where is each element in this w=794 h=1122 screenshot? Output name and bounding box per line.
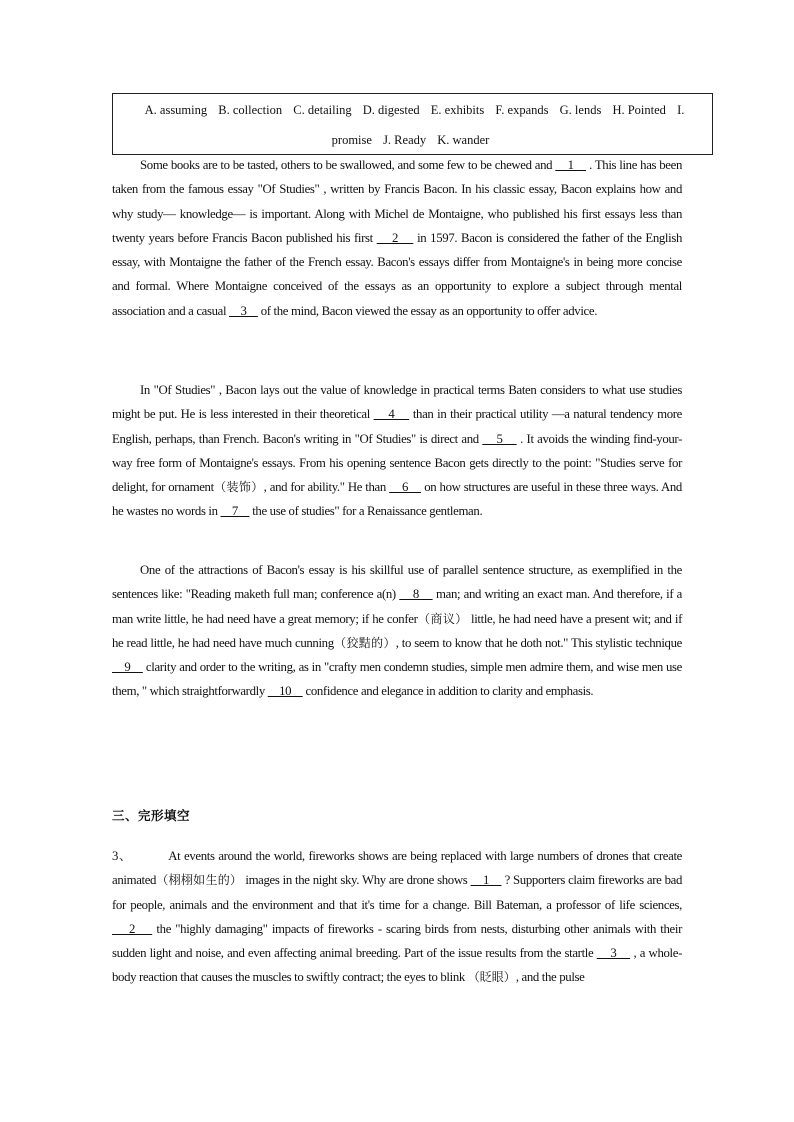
word-bank-box <box>112 93 713 155</box>
word-option: K. wander <box>437 133 490 147</box>
blank-2: 2 <box>112 921 153 936</box>
text: At events around the world, fireworks shows are being replaced with large numbers of drones that create animated <box>112 849 682 888</box>
blank-9: 9 <box>112 660 143 675</box>
text: , and the pulse <box>515 970 585 985</box>
chinese-gloss: （商议） <box>417 611 468 626</box>
question-3-paragraph <box>112 844 682 990</box>
blank-3: 3 <box>596 946 631 961</box>
blank-8: 8 <box>399 587 433 602</box>
paragraph-3 <box>112 558 682 704</box>
word-option: D. digested <box>362 103 420 117</box>
word-option: J. Ready <box>383 133 427 147</box>
word-option: B. collection <box>218 103 283 117</box>
blank-7: 7 <box>220 504 250 519</box>
word-option: F. expands <box>495 103 549 117</box>
chinese-gloss: （眨眼） <box>467 970 516 985</box>
text: . This line has been taken from the famous essay "Of Studies" , written by Francis Bacon. In his classic essay, Bacon explains how and why study— knowledge— is important. Along with Michel de Montaigne, who published his first essays less than twenty years before Francis Bacon published his first <box>112 158 683 245</box>
text: , and for ability." He than <box>263 480 390 495</box>
blank-10: 10 <box>267 684 303 699</box>
text: man; and writing an exact man. And therefore, if a man write little, he had need have a great memory; if he confer <box>112 587 682 626</box>
text: , to seem to know that he doth not." This stylistic technique <box>395 635 682 650</box>
text: In "Of Studies" , Bacon lays out the value of knowledge in practical terms Baten considers to what use studies might be put. He is less interested in their theoretical <box>112 383 682 422</box>
paragraph-1 <box>112 153 682 323</box>
chinese-gloss: （装饰） <box>213 480 264 495</box>
text: clarity and order to the writing, as in "crafty men condemn studies, simple men admire them, and wise men use them, " which straightforwardly <box>112 660 682 699</box>
question-number: 3、 <box>112 849 133 863</box>
blank-4: 4 <box>373 407 410 422</box>
word-option: I. promise <box>331 103 685 147</box>
text: the use of studies" for a Renaissance gentleman. <box>249 504 483 519</box>
blank-1: 1 <box>555 158 587 172</box>
section-title: 三、完形填空 <box>112 808 191 823</box>
text: the "highly damaging" impacts of fireworks - scaring birds from nests, disturbing other animals with their sudden light and noise, and even affecting animal breeding. Part of the issue results from the startle <box>112 921 682 961</box>
text: , a whole-body reaction that causes the muscles to swiftly contract; the eyes to blink <box>112 946 682 985</box>
text: of the mind, Bacon viewed the essay as an opportunity to offer advice. <box>257 303 598 318</box>
word-option: H. Pointed <box>612 103 666 117</box>
paragraph-2 <box>112 378 682 524</box>
text: . It avoids the winding find-your-way free form of Montaigne's essays. From his opening sentence Bacon gets directly to the point: "Studies serve for delight, for ornament <box>112 431 682 495</box>
blank-3: 3 <box>229 303 258 318</box>
blank-2: 2 <box>376 230 414 245</box>
blank-5: 5 <box>482 431 517 446</box>
text: Some books are to be tasted, others to be swallowed, and some few to be chewed and <box>140 158 556 172</box>
text: One of the attractions of Bacon's essay is his skillful use of parallel sentence structure, as exemplified in the sentences like: "Reading maketh full man; conference a(n) <box>112 563 682 602</box>
word-option: C. detailing <box>293 103 352 117</box>
word-option: E. exhibits <box>430 103 485 117</box>
word-option: G. lends <box>559 103 602 117</box>
blank-6: 6 <box>389 480 421 495</box>
text: little, he had need have a present wit; and if he read little, he had need have much cunning <box>112 611 682 650</box>
chinese-gloss: （狡黠的） <box>333 635 396 650</box>
word-option: A. assuming <box>144 103 208 117</box>
text: confidence and elegance in addition to clarity and emphasis. <box>302 684 594 699</box>
chinese-gloss: （栩栩如生的） <box>156 873 243 888</box>
text: than in their practical utility —a natural tendency more English, perhaps, than French. Bacon's writing in "Of Studies" is direct and <box>112 407 683 446</box>
blank-1: 1 <box>470 873 502 888</box>
text: on how structures are useful in these three ways. And he wastes no words in <box>112 480 682 519</box>
text: ? Supporters claim fireworks are bad for people, animals and the environment and that it's time for a change. Bill Bateman, a professor of life sciences, <box>112 873 682 912</box>
text: images in the night sky. Why are drone shows <box>242 873 471 888</box>
text: in 1597. Bacon is considered the father of the English essay, with Montaigne the father of the French essay. Bacon's essays differ from Montaigne's in being more concise and formal. Where Montaigne conceived of the essays as an opportunity to explore a subject through mental association and a casual <box>112 230 683 318</box>
